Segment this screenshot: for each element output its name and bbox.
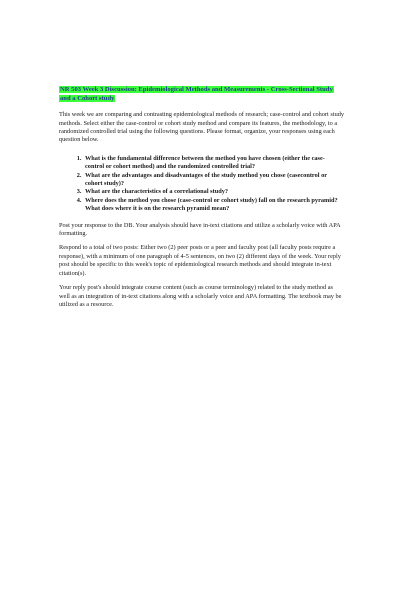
question-item-3: 3. What are the characteristics of a correlational study?	[83, 188, 344, 196]
intro-paragraph: This week we are comparing and contrasting epidemiological methods of research; case-control and cohort study methods. Select either the case-control or cohort study method and compare its features, the methodology, to a randomized controlled trial using the following questions. Please format, organize, your responses using each question below.	[59, 111, 345, 144]
question-item-2: 2. What are the advantages and disadvantages of the study method you chose (casecontrol or cohort study)?	[83, 172, 344, 189]
highlighted-title-text: NR 503 Week 3 Discussion: Epidemiological Methods and Measurements - Cross-Sectional Study and a Cohort study	[60, 86, 333, 102]
question-item-1: 1. What is the fundamental difference between the method you have chosen (either the case-control or cohort method) and the randomized controlled trial?	[83, 155, 344, 172]
document-title	[59, 86, 344, 103]
question-list	[59, 155, 344, 214]
post-instructions-paragraph: Post your response to the DB. Your analysis should have in-text citations and utilize a scholarly voice with APA formatting.	[59, 221, 341, 238]
document-content	[59, 86, 344, 315]
respond-instructions-paragraph: Respond to a total of two posts: Either two (2) peer posts or a peer and faculty post (all faculty posts require a response), with a minimum of one paragraph of 4-5 sentences, on two (2) different days of the week. Your reply post should be specific to this week's topic of epidemiological research methods and should integrate in-text citation(s).	[59, 244, 341, 277]
question-item-4: 4. Where does the method you chose (case-control or cohort study) fall on the research pyramid? What does where it is on the research pyramid mean?	[83, 197, 344, 214]
reply-instructions-paragraph: Your reply post's should integrate course content (such as course terminology) related to the study method as well as an integration of in-text citations along with a scholarly voice and APA formatting. The textbook may be utilized as a resource.	[59, 284, 342, 308]
